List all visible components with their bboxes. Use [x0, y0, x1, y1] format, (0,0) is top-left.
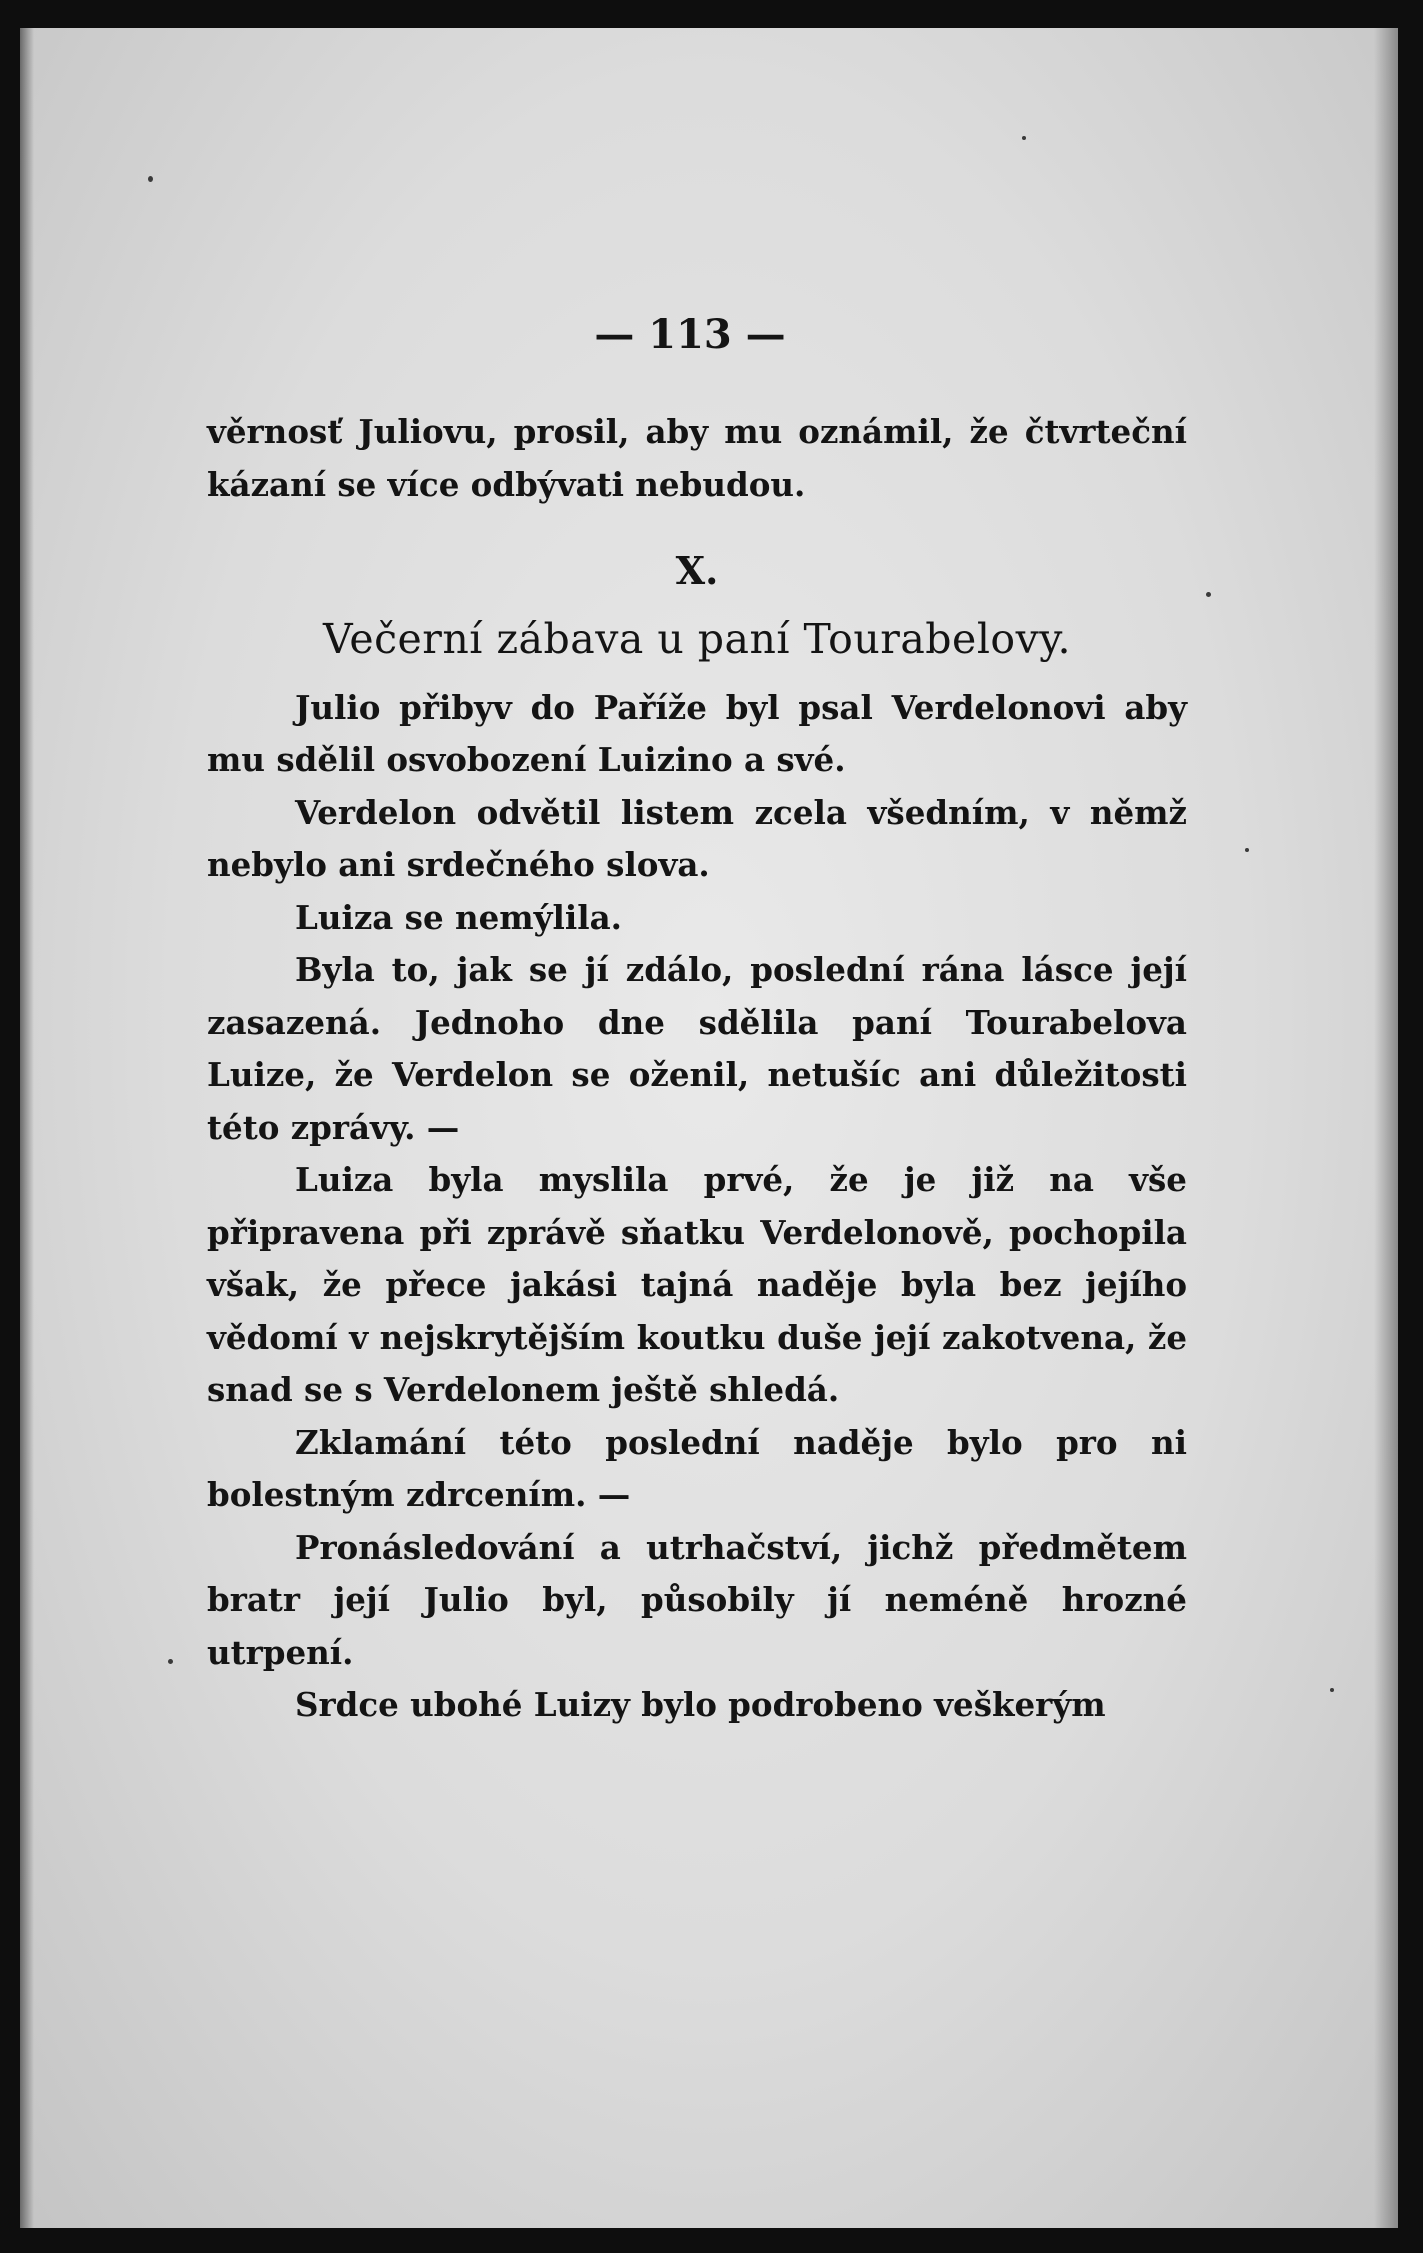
paragraph: Zklamání této poslední naděje bylo pro ni bolestným zdrcením. — [207, 1422, 1187, 1514]
paragraph: Pronásledování a utrhačství, jichž předmětem bratr její Julio byl, působily jí neméně hrozné utrpení. [207, 1527, 1187, 1672]
paper-speck [1206, 592, 1211, 597]
paragraph: Julio přibyv do Paříže byl psal Verdelonovi aby mu sdělil osvobození Luizino a své. [207, 687, 1187, 779]
paper-speck [1022, 136, 1026, 140]
paragraph: Luiza se nemýlila. [295, 897, 622, 937]
carryover-paragraph: věrnosť Juliovu, prosil, aby mu oznámil, že čtvrteční kázaní se více odbývati nebudou. [207, 412, 1187, 504]
chapter-number: X. [675, 548, 719, 593]
paper-speck [168, 1659, 173, 1664]
paper-speck [1330, 1688, 1334, 1692]
paper-speck [148, 176, 153, 182]
paper-speck [1245, 848, 1249, 852]
paragraph: Luiza byla myslila prvé, že je již na vše připravena při zprávě sňatku Verdelonově, pochopila však, že přece jakási tajná naděje byla bez jejího vědomí v nejskrytějším koutku duše její zakotvena, že snad se s Verdelonem ještě shledá. [207, 1160, 1187, 1409]
paragraph: Srdce ubohé Luizy bylo podrobeno veškerým [295, 1685, 1106, 1724]
page-text [207, 406, 1187, 1732]
book-page [20, 28, 1398, 2228]
paragraph: Verdelon odvětil listem zcela všedním, v němž nebylo ani srdečného slova. [207, 792, 1187, 884]
paragraph: Byla to, jak se jí zdálo, poslední rána lásce její zasazená. Jednoho dne sdělila paní Tourabelova Luize, že Verdelon se oženil, netušíc ani důležitosti této zprávy. — [207, 950, 1187, 1147]
page-number: — 113 — [594, 311, 786, 358]
chapter-title: Večerní zábava u paní Tourabelovy. [322, 615, 1072, 663]
